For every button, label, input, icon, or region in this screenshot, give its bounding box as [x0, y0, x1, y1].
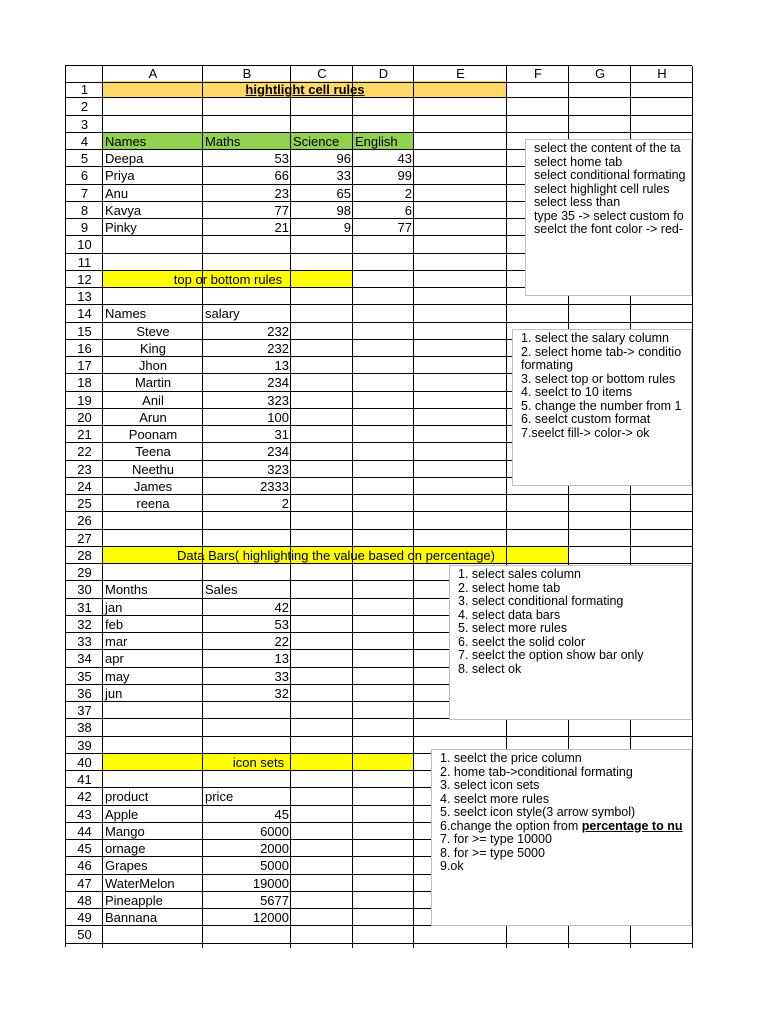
table-cell[interactable]: Steve: [136, 323, 170, 339]
table-cell[interactable]: jan: [105, 599, 123, 615]
row-number[interactable]: 45: [77, 841, 92, 856]
table-cell[interactable]: 42: [274, 599, 289, 615]
note-line: 9.ok: [440, 859, 464, 873]
row-divider: [66, 115, 693, 116]
row-number[interactable]: 42: [77, 789, 92, 805]
table-cell[interactable]: 45: [274, 806, 289, 822]
row-number[interactable]: 22: [77, 444, 92, 460]
note-icon-sets-instructions[interactable]: [431, 749, 692, 926]
row-number[interactable]: 16: [77, 340, 92, 356]
table-cell[interactable]: Neethu: [132, 461, 174, 477]
column-header-b[interactable]: B: [242, 66, 252, 81]
table-cell[interactable]: Grapes: [105, 858, 148, 874]
column-label[interactable]: English: [355, 133, 398, 149]
section-title[interactable]: icon sets: [232, 754, 285, 770]
table-cell[interactable]: Arun: [139, 409, 167, 425]
section-title[interactable]: hightlight cell rules: [245, 82, 365, 97]
table-cell[interactable]: Kavya: [105, 202, 142, 218]
column-label[interactable]: product: [105, 789, 149, 805]
row-number[interactable]: 4: [80, 133, 89, 149]
table-cell[interactable]: 6000: [260, 823, 289, 839]
row-number[interactable]: 32: [77, 616, 92, 632]
row-number[interactable]: 24: [77, 478, 92, 494]
note-line: 1. select sales column: [458, 567, 581, 581]
row-number[interactable]: 5: [80, 151, 89, 166]
row-number[interactable]: 36: [77, 685, 92, 701]
note-line: type 35 -> select custom fo: [534, 208, 684, 223]
column-label[interactable]: Names: [105, 306, 147, 322]
row-number[interactable]: 29: [77, 565, 92, 580]
table-cell[interactable]: Bannana: [105, 910, 158, 925]
column-header-e[interactable]: E: [456, 66, 465, 81]
note-line: formating: [521, 358, 574, 372]
table-cell[interactable]: Martin: [134, 375, 172, 391]
note-line: 6. seelct the solid color: [458, 634, 586, 649]
note-line: 5. seelct icon style(3 arrow symbol): [440, 805, 636, 819]
row-number[interactable]: 1: [80, 82, 89, 97]
row-number[interactable]: 47: [77, 875, 92, 891]
row-number[interactable]: 40: [77, 754, 92, 770]
row-number[interactable]: 15: [77, 323, 92, 339]
table-cell[interactable]: apr: [105, 651, 124, 667]
row-number[interactable]: 39: [77, 737, 92, 753]
row-number[interactable]: 50: [77, 927, 92, 943]
table-cell[interactable]: Anil: [142, 392, 164, 408]
row-number[interactable]: 30: [77, 582, 92, 598]
row-number[interactable]: 3: [80, 116, 89, 132]
table-cell[interactable]: 12000: [252, 910, 289, 925]
row-number[interactable]: 12: [77, 271, 92, 287]
column-label[interactable]: Maths: [205, 133, 241, 149]
table-cell[interactable]: Pinky: [105, 220, 137, 235]
table-cell[interactable]: 234: [267, 444, 289, 460]
table-cell[interactable]: 2333: [260, 478, 289, 494]
column-label[interactable]: Names: [105, 133, 147, 149]
table-cell[interactable]: Pineapple: [105, 892, 163, 908]
column-label[interactable]: Science: [293, 133, 340, 149]
note-line: 6. seelct custom format: [521, 412, 651, 426]
note-line: select less than: [534, 195, 621, 209]
table-cell[interactable]: 234: [267, 375, 289, 391]
note-line: 4. select data bars: [458, 607, 561, 622]
table-cell[interactable]: Anu: [105, 185, 129, 201]
row-number[interactable]: 2: [80, 99, 89, 115]
note-highlight-instructions[interactable]: [525, 139, 692, 296]
table-cell[interactable]: 99: [397, 168, 412, 184]
row-number[interactable]: 8: [80, 202, 89, 218]
column-label[interactable]: Sales: [205, 582, 238, 598]
column-header-g[interactable]: G: [594, 66, 606, 81]
table-cell[interactable]: 19000: [252, 875, 289, 891]
table-cell[interactable]: Jhon: [138, 358, 168, 373]
row-number[interactable]: 10: [77, 237, 92, 253]
table-cell[interactable]: 13: [274, 651, 289, 667]
column-header-f[interactable]: F: [534, 66, 542, 81]
table-cell[interactable]: 323: [267, 392, 289, 408]
note-line: 7.seelct fill-> color-> ok: [521, 425, 650, 440]
row-number[interactable]: 13: [77, 289, 92, 304]
row-number[interactable]: 37: [77, 703, 92, 718]
note-line: seelct the font color -> red-: [534, 222, 684, 236]
row-number[interactable]: 27: [77, 530, 92, 546]
column-label[interactable]: salary: [205, 306, 240, 322]
note-data-bars-instructions[interactable]: [449, 565, 692, 720]
row-number[interactable]: 46: [77, 858, 92, 874]
note-line: 2. home tab->conditional formating: [440, 764, 633, 779]
row-number[interactable]: 38: [77, 720, 92, 736]
row-number[interactable]: 48: [77, 892, 92, 908]
table-cell[interactable]: 65: [336, 185, 351, 201]
table-cell[interactable]: Poonam: [128, 427, 178, 442]
table-cell[interactable]: jun: [105, 685, 123, 701]
note-line: 5. change the number from 1: [521, 398, 682, 413]
note-line: select the content of the ta: [534, 141, 681, 155]
row-number[interactable]: 20: [77, 409, 92, 425]
table-cell[interactable]: may: [105, 668, 130, 684]
table-cell[interactable]: 21: [274, 220, 289, 235]
table-cell[interactable]: King: [139, 340, 167, 356]
table-cell[interactable]: 66: [274, 168, 289, 184]
column-header-h[interactable]: H: [657, 66, 667, 81]
row-number[interactable]: 44: [77, 823, 92, 839]
note-line: 1. seelct the price column: [440, 751, 582, 765]
table-cell[interactable]: 5677: [260, 892, 289, 908]
table-cell[interactable]: 23: [274, 185, 289, 201]
note-line: 4. seelct more rules: [440, 791, 550, 806]
note-line: select highlight cell rules: [534, 181, 670, 196]
table-cell[interactable]: 33: [274, 668, 289, 684]
section-title[interactable]: Data Bars( highlighting the value based on percentage): [177, 547, 495, 563]
row-number[interactable]: 31: [77, 599, 92, 615]
table-cell[interactable]: 43: [397, 151, 412, 166]
note-line: 6.change the option from percentage to nu: [440, 818, 683, 833]
note-line: 7. for >= type 10000: [440, 832, 552, 846]
table-cell[interactable]: 98: [336, 202, 351, 218]
row-number[interactable]: 19: [77, 392, 92, 408]
row-number[interactable]: 34: [77, 651, 92, 667]
table-cell[interactable]: 2: [404, 185, 412, 201]
note-top-bottom-instructions[interactable]: [512, 329, 692, 486]
row-number[interactable]: 41: [77, 772, 92, 787]
table-cell[interactable]: 100: [267, 409, 289, 425]
row-number[interactable]: 6: [80, 168, 89, 184]
table-cell[interactable]: reena: [136, 496, 170, 511]
table-cell[interactable]: ornage: [105, 841, 146, 856]
note-line: select conditional formating: [534, 168, 686, 182]
column-label[interactable]: Months: [105, 582, 148, 598]
table-cell[interactable]: Apple: [105, 806, 139, 822]
table-cell[interactable]: mar: [105, 634, 128, 649]
row-number[interactable]: 14: [77, 306, 92, 322]
table-cell[interactable]: 31: [274, 427, 289, 442]
row-number[interactable]: 33: [77, 634, 92, 649]
row-number[interactable]: 49: [77, 910, 92, 925]
row-number[interactable]: 17: [77, 358, 92, 373]
note-line: 3. select top or bottom rules: [521, 371, 676, 386]
note-emphasis: percentage to nu: [581, 818, 683, 833]
row-number[interactable]: 11: [77, 254, 92, 270]
row-divider: [66, 736, 693, 737]
table-cell[interactable]: Deepa: [105, 151, 144, 166]
table-cell[interactable]: Priya: [105, 168, 135, 184]
note-line: 8. for >= type 5000: [440, 845, 545, 860]
row-number[interactable]: 7: [80, 185, 89, 201]
table-cell[interactable]: 53: [274, 616, 289, 632]
table-cell[interactable]: 9: [343, 220, 351, 235]
table-cell[interactable]: 232: [267, 323, 289, 339]
table-cell[interactable]: James: [133, 478, 173, 494]
row-number[interactable]: 35: [77, 668, 92, 684]
table-cell[interactable]: 5000: [260, 858, 289, 874]
table-cell[interactable]: WaterMelon: [105, 875, 175, 891]
note-line: 4. seelct to 10 items: [521, 385, 633, 399]
note-line: 2. select home tab-> conditio: [521, 344, 682, 359]
note-line: 2. select home tab: [458, 580, 561, 595]
table-cell[interactable]: 323: [267, 461, 289, 477]
table-cell[interactable]: 2: [281, 496, 289, 511]
note-line: 3. select conditional formating: [458, 594, 624, 608]
table-cell[interactable]: 22: [274, 634, 289, 649]
row-divider: [66, 943, 693, 944]
column-header-c[interactable]: C: [317, 66, 327, 81]
row-number[interactable]: 18: [77, 375, 92, 391]
column-label[interactable]: price: [205, 789, 234, 805]
note-line: 3. select icon sets: [440, 778, 540, 792]
table-cell[interactable]: Teena: [135, 444, 171, 460]
row-number[interactable]: 21: [77, 427, 92, 442]
row-number[interactable]: 28: [77, 547, 92, 563]
table-cell[interactable]: 53: [274, 151, 289, 166]
note-line: 8. select ok: [458, 661, 522, 676]
row-number[interactable]: 43: [77, 806, 92, 822]
note-line: select home tab: [534, 154, 623, 169]
column-header-d[interactable]: D: [378, 66, 389, 81]
table-cell[interactable]: 77: [397, 220, 412, 235]
row-divider: [66, 529, 693, 530]
row-number[interactable]: 26: [77, 513, 92, 529]
row-number[interactable]: 9: [80, 220, 89, 235]
table-cell[interactable]: 232: [267, 340, 289, 356]
table-cell[interactable]: Mango: [105, 823, 145, 839]
table-cell[interactable]: feb: [105, 616, 124, 632]
table-cell[interactable]: 2000: [260, 841, 289, 856]
row-number[interactable]: 25: [77, 496, 92, 511]
section-title[interactable]: top or bottom rules: [173, 271, 283, 287]
note-line: 7. seelct the option show bar only: [458, 648, 644, 662]
note-line: 1. select the salary column: [521, 331, 669, 345]
table-cell[interactable]: 13: [274, 358, 289, 373]
table-cell[interactable]: 32: [274, 685, 289, 701]
table-cell[interactable]: 96: [336, 151, 351, 166]
table-cell[interactable]: 77: [274, 202, 289, 218]
table-cell[interactable]: 33: [336, 168, 351, 184]
table-cell[interactable]: 6: [404, 202, 412, 218]
column-header-a[interactable]: A: [148, 66, 158, 81]
note-line: 5. select more rules: [458, 621, 568, 635]
column-divider: [692, 66, 693, 948]
row-number[interactable]: 23: [77, 461, 92, 477]
